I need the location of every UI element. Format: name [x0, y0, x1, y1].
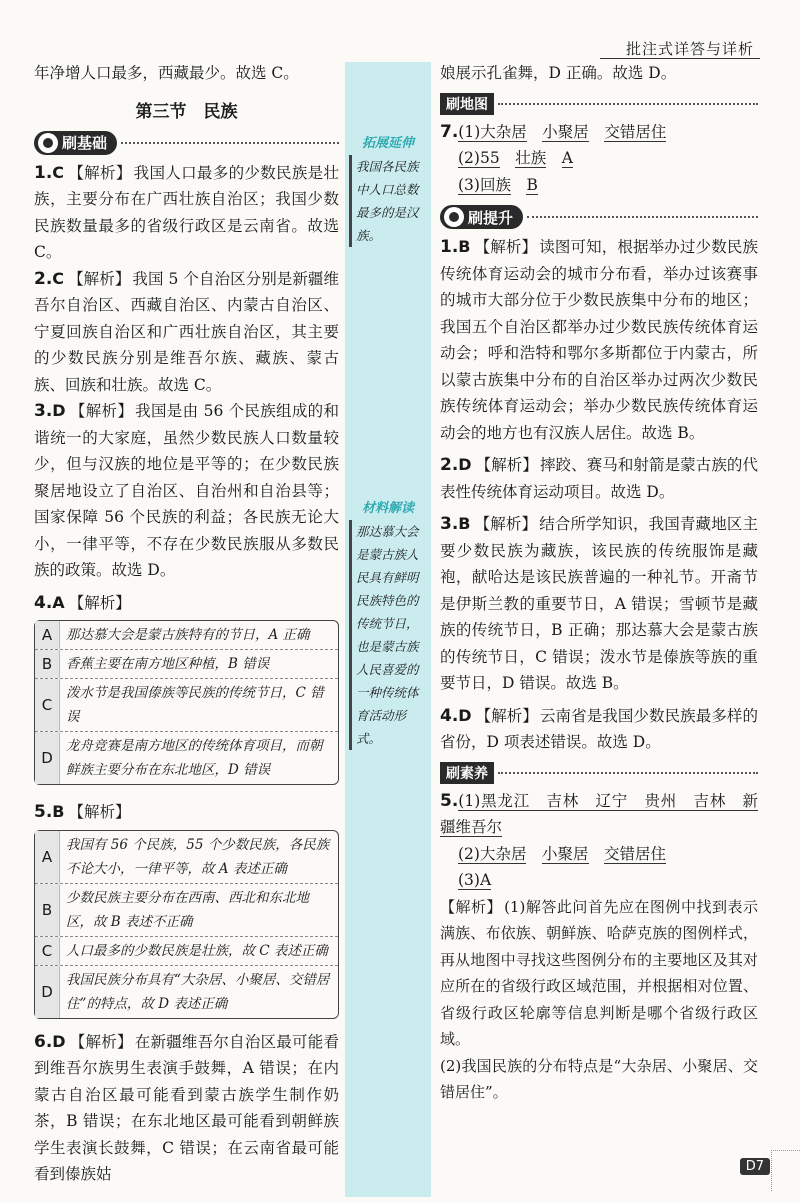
note-title-material: 材料解读	[361, 501, 414, 516]
question-4: 4.A 【解析】	[34, 592, 131, 613]
option-row: C 人口最多的少数民族是壮族，故 C 表述正确	[35, 937, 338, 966]
banner-map: 刷地图	[440, 93, 758, 115]
page-corner	[771, 1150, 800, 1191]
analysis-box-5	[34, 830, 339, 1019]
question-3: 3.D 【解析】 我国是由 56 个民族组成的和谐统一的大家庭，虽然少数民族人口数量较少，但与汉族的地位是平等的；在少数民族聚居地设立了自治区、自治州和自治县等；国家保障 56 个民族的利益；各民族无论大小，一律平等，不存在少数民族服从多数民族的政策。故选 D。	[34, 401, 339, 579]
banner-literacy: 刷素养	[440, 762, 758, 784]
banner-label: 刷提升	[468, 208, 514, 227]
intro-text: 年净增人口最多，西藏最少。故选 C。	[34, 64, 299, 82]
side-notes	[345, 62, 431, 1197]
header-title: 批注式详答与详析	[625, 40, 754, 58]
question-2: 2.C 【解析】 我国 5 个自治区分别是新疆维吾尔自治区、西藏自治区、内蒙古自治区、宁夏回族自治区和广西壮族自治区，其主要的少数民族分别是维吾尔族、藏族、蒙古族、回族和壮族。故选 C。	[34, 268, 339, 394]
question-r5: 5.(1)黑龙江 吉林 辽宁 贵州 吉林 新疆维吾尔 (2)大杂居 小聚居 交错居住 (3)A 【解析】 (1)解答此问首先应在图例中找到表示满族、布依族、朝鲜族、哈萨克族的图例样式，再从地图中寻找这些图例分布的主要地区及其对应所在的省级行政区域范围，并根据相对位置、省级行政区轮廓等信息判断是哪个省级行政区域。 (2)我国民族的分布特点是“大杂居、小聚居、交错居住”。	[440, 790, 758, 1101]
note-title-extension: 拓展延伸	[361, 136, 414, 151]
brush-icon	[444, 207, 464, 227]
option-row: C 泼水节是我国傣族等民族的传统节日，C 错误	[35, 679, 338, 732]
analysis-box-4	[34, 620, 339, 785]
banner-basic	[34, 130, 339, 156]
right-column	[440, 60, 758, 1106]
continued-text: 娘展示孔雀舞，D 正确。故选 D。	[440, 64, 677, 82]
question-r2: 2.D 【解析】 摔跤、赛马和射箭是蒙古族的代表性传统体育运动项目。故选 D。	[440, 455, 758, 501]
question-r1: 1.B 【解析】 读图可知，根据举办过少数民族传统体育运动会的城市分布看，举办过该赛事的城市大部分位于少数民族集中分布的地区；我国五个自治区都举办过少数民族传统体育运动会；呼和浩特和鄂尔多斯都位于内蒙古，所以蒙古族集中分布的自治区举办过两次少数民族传统体育运动会；举办少数民族传统体育运动会的地方也有汉族人居住。故选 B。	[440, 237, 758, 442]
left-column	[34, 60, 339, 1188]
note-body-material: 那达慕大会是蒙古族人民具有鲜明民族特色的传统节日，也是蒙古族人民喜爱的一种传统体育活动形式。	[349, 520, 427, 750]
option-row: A 我国有 56 个民族，55 个少数民族，各民族不论大小，一律平等，故 A 表述正确	[35, 831, 338, 884]
section-title: 第三节 民族	[135, 101, 238, 122]
note-body-extension: 我国各民族中人口总数最多的是汉族。	[349, 155, 427, 247]
option-row: B 香蕉主要在南方地区种植，B 错误	[35, 650, 338, 679]
banner-label: 刷基础	[62, 134, 108, 152]
question-1: 1.C 【解析】 我国人口最多的少数民族是壮族，主要分布在广西壮族自治区；我国少数民族数量最多的省级行政区是云南省。故选 C。	[34, 162, 339, 261]
question-r4: 4.D 【解析】 云南省是我国少数民族最多样的省份，D 项表述错误。故选 D。	[440, 705, 758, 751]
question-5: 5.B 【解析】	[34, 802, 131, 822]
header-rule	[600, 58, 760, 59]
option-row: B 少数民族主要分布在西南、西北和东北地区，故 B 表述不正确	[35, 884, 338, 937]
brush-icon	[38, 133, 58, 153]
question-r3: 3.B 【解析】 结合所学知识，我国青藏地区主要少数民族为藏族，该民族的传统服饰是藏袍，献哈达是该民族普遍的一种礼节。开斋节是伊斯兰教的重要节日，A 错误；雪顿节是藏族的传统节日，B 正确；那达慕大会是蒙古族的传统节日，C 错误；泼水节是傣族等族的重要节日，D 错误。故选 B。	[440, 514, 758, 692]
option-row: D 龙舟竞赛是南方地区的传统体育项目，而朝鲜族主要分布在东北地区，D 错误	[35, 732, 338, 784]
option-row: D 我国民族分布具有“大杂居、小聚居、交错居住”的特点，故 D 表述正确	[35, 966, 338, 1018]
page-number: D7	[740, 1158, 770, 1175]
banner-improve	[440, 204, 758, 230]
question-7: 7.(1)大杂居 小聚居 交错居住 (2)55 壮族 A (3)回族 B	[440, 121, 667, 194]
option-row: A 那达慕大会是蒙古族特有的节日，A 正确	[35, 621, 338, 650]
question-6: 6.D 【解析】 在新疆维吾尔自治区最可能看到维吾尔族男生表演手鼓舞，A 错误；在内蒙古自治区最可能看到蒙古族学生制作奶茶，B 错误；在东北地区最可能看到朝鲜族学生表演长鼓舞，C 错误；在云南省最可能看到傣族姑	[34, 1031, 339, 1183]
